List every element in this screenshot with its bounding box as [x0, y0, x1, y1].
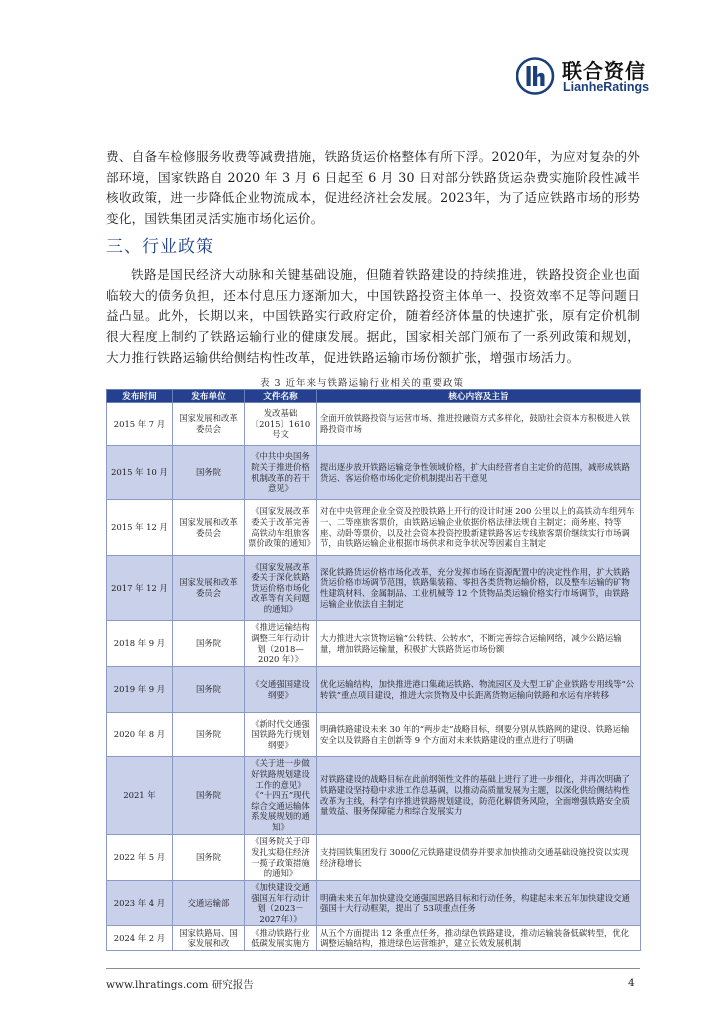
- cell-publisher: 交通运输部: [173, 881, 245, 926]
- body-paragraph-1: 费、自备车检修服务收费等减费措施，铁路货运价格整体有所下浮。2020年，为应对复杂的外部环境，国家铁路自 2020 年 3 月 6 日起至 6 月 30 日对部分铁路货运杂费实施阶段性减半核收政策，进一步降低企业物流成本，促进经济社会发展。2023年，为了适应铁路市场的形势变化，国铁集团灵活实施市场化运价。: [106, 149, 640, 227]
- page-number: 4: [628, 977, 635, 989]
- table-row: [107, 556, 641, 621]
- table-row: [107, 757, 641, 835]
- header-publisher: 发布单位: [173, 390, 245, 403]
- table-row: [107, 500, 641, 556]
- cell-content: 对在中央管理企业全资及控股铁路上开行的设计时速 200 公里以上的高铁动车组列车一、二等座旅客票价，由铁路运输企业依据价格法律法规自主制定；商务座、特等座、动卧等票价，以及社会资本投资控股新建铁路客运专线旅客票价继续实行市场调节，由铁路运输企业根据市场供求和竞争状况等因素自主制定: [317, 500, 641, 556]
- body-paragraph-2: 铁路是国民经济大动脉和关键基础设施，但随着铁路建设的持续推进，铁路投资企业也面临较大的债务负担，还本付息压力逐渐加大，中国铁路投资主体单一、投资效率不足等问题日益凸显。此外，长期以来，中国铁路实行政府定价，随着经济体量的快速扩张，原有定价机制很大程度上制约了铁路运输行业的健康发展。据此，国家相关部门颁布了一系列政策和规划，大力推行铁路运输供给侧结构性改革，促进铁路运输市场份额扩张，增强市场活力。: [106, 267, 640, 365]
- cell-document: 发改基础〔2015〕1610 号文: [245, 403, 317, 446]
- cell-date: 2017 年 12 月: [107, 556, 173, 621]
- cell-document: 《国家发展改革委关于改革完善高铁动车组旅客票价政策的通知》: [245, 500, 317, 556]
- table-row: [107, 667, 641, 713]
- cell-publisher: 国务院: [173, 667, 245, 713]
- cell-date: 2018 年 9 月: [107, 621, 173, 667]
- table-row: [107, 403, 641, 446]
- logo-chinese-text: 联合资信: [562, 59, 646, 83]
- cell-document: 《国家发展改革委关于深化铁路货运价格市场化改革等有关问题的通知》: [245, 556, 317, 621]
- table-row: [107, 621, 641, 667]
- cell-content: 对铁路建设的战略目标在此前纲领性文件的基础上进行了进一步细化，并再次明确了铁路建设坚持稳中求进工作总基调，以推动高质量发展为主题，以深化供给侧结构性改革为主线，科学有序推进铁路规划建设，防范化解债务风险，全面增强铁路安全质量效益、服务保障能力和综合发展实力: [317, 757, 641, 835]
- cell-publisher: 国家发展和改革委员会: [173, 403, 245, 446]
- cell-publisher: 国家发展和改革委员会: [173, 500, 245, 556]
- cell-date: 2021 年: [107, 757, 173, 835]
- cell-content: 提出逐步放开铁路运输竞争性领域价格，扩大由经营者自主定价的范围，减形成铁路货运、客运价格市场化定价机制提出若干意见: [317, 446, 641, 500]
- cell-date: 2023 年 4 月: [107, 881, 173, 926]
- cell-document: 《关于进一步做好铁路规划建设工作的意见》《“十四五”现代综合交通运输体系发展规划的通知》: [245, 757, 317, 835]
- cell-content: 明确未来五年加快建设交通强国思路目标和行动任务，构建起未来五年加快建设交通强国十大行动框架，提出了 53项重点任务: [317, 881, 641, 926]
- cell-date: 2015 年 12 月: [107, 500, 173, 556]
- cell-document: 《交通强国建设纲要》: [245, 667, 317, 713]
- cell-publisher: 国务院: [173, 621, 245, 667]
- cell-content: 大力推进大宗货物运输“公转铁、公转水”，不断完善综合运输网络，减少公路运输量，增加铁路运输量，积极扩大铁路货运市场份额: [317, 621, 641, 667]
- cell-publisher: 国家发展和改革委员会: [173, 556, 245, 621]
- cell-date: 2020 年 8 月: [107, 713, 173, 757]
- footer-divider: [106, 968, 640, 969]
- section-heading: 三、行业政策: [106, 237, 214, 257]
- table-row: [107, 713, 641, 757]
- cell-publisher: 国务院: [173, 713, 245, 757]
- cell-publisher: 国家铁路局、国家发展和改: [173, 926, 245, 951]
- table-row: [107, 881, 641, 926]
- cell-date: 2015 年 7 月: [107, 403, 173, 446]
- cell-date: 2015 年 10 月: [107, 446, 173, 500]
- cell-date: 2024 年 2 月: [107, 926, 173, 951]
- footer-website: www.lhratings.com 研究报告: [106, 979, 254, 991]
- cell-document: 《推动铁路行业低碳发展实施方: [245, 926, 317, 951]
- table-row: [107, 835, 641, 881]
- table-header-row: [107, 390, 641, 403]
- header-document-name: 文件名称: [245, 390, 317, 403]
- header-publish-date: 发布时间: [107, 390, 173, 403]
- cell-document: 《国务院关于印发扎实稳住经济一揽子政策措施的通知》: [245, 835, 317, 881]
- header-core-content: 核心内容及主旨: [317, 390, 641, 403]
- cell-content: 深化铁路货运价格市场化改革，充分发挥市场在资源配置中的决定性作用，扩大铁路货运价格市场调节范围，铁路集装箱、零担各类货物运输价格，以及整车运输的矿物性建筑材料、金属制品、工业机械等 12 个货物品类运输价格实行市场调节，由铁路运输企业依法自主制定: [317, 556, 641, 621]
- table-row: [107, 446, 641, 500]
- cell-content: 从五个方面提出 12 条重点任务，推动绿色铁路建设，推动运输装备低碳转型，优化调整运输结构，推进绿色运营维护，建立长效发展机制: [317, 926, 641, 951]
- policy-table: [106, 389, 641, 951]
- cell-document: 《推进运输结构调整三年行动计划（2018—2020 年）》: [245, 621, 317, 667]
- cell-date: 2022 年 5 月: [107, 835, 173, 881]
- company-logo: [516, 55, 706, 97]
- cell-content: 明确铁路建设未来 30 年的“两步走”战略目标，纲要分别从铁路网的建设、铁路运输安全以及铁路自主创新等 9 个方面对未来铁路建设的重点进行了明确: [317, 713, 641, 757]
- cell-content: 优化运输结构，加快推进港口集疏运铁路、物流园区及大型工矿企业铁路专用线等“公转铁”重点项目建设，推进大宗货物及中长距离货物运输向铁路和水运有序转移: [317, 667, 641, 713]
- table-row: [107, 926, 641, 951]
- cell-publisher: 国务院: [173, 757, 245, 835]
- cell-document: 《新时代交通强国铁路先行规划纲要》: [245, 713, 317, 757]
- cell-document: 《加快建设交通强国五年行动计划（2023－2027年）》: [245, 881, 317, 926]
- lianhe-logo-icon: [516, 57, 556, 95]
- cell-date: 2019 年 9 月: [107, 667, 173, 713]
- table-caption: 表 3 近年来与铁路运输行业相关的重要政策: [259, 378, 465, 389]
- cell-content: 全面开放铁路投资与运营市场、推进投融资方式多样化，鼓励社会资本方积极进入铁路投资市场: [317, 403, 641, 446]
- cell-publisher: 国务院: [173, 835, 245, 881]
- cell-publisher: 国务院: [173, 446, 245, 500]
- logo-english-text: LianheRatings: [563, 80, 650, 94]
- cell-document: 《中共中央国务院关于推进价格机制改革的若干意见》: [245, 446, 317, 500]
- cell-content: 支持国铁集团发行 3000亿元铁路建设债券并要求加快推动交通基础设施投资以实现经济稳增长: [317, 835, 641, 881]
